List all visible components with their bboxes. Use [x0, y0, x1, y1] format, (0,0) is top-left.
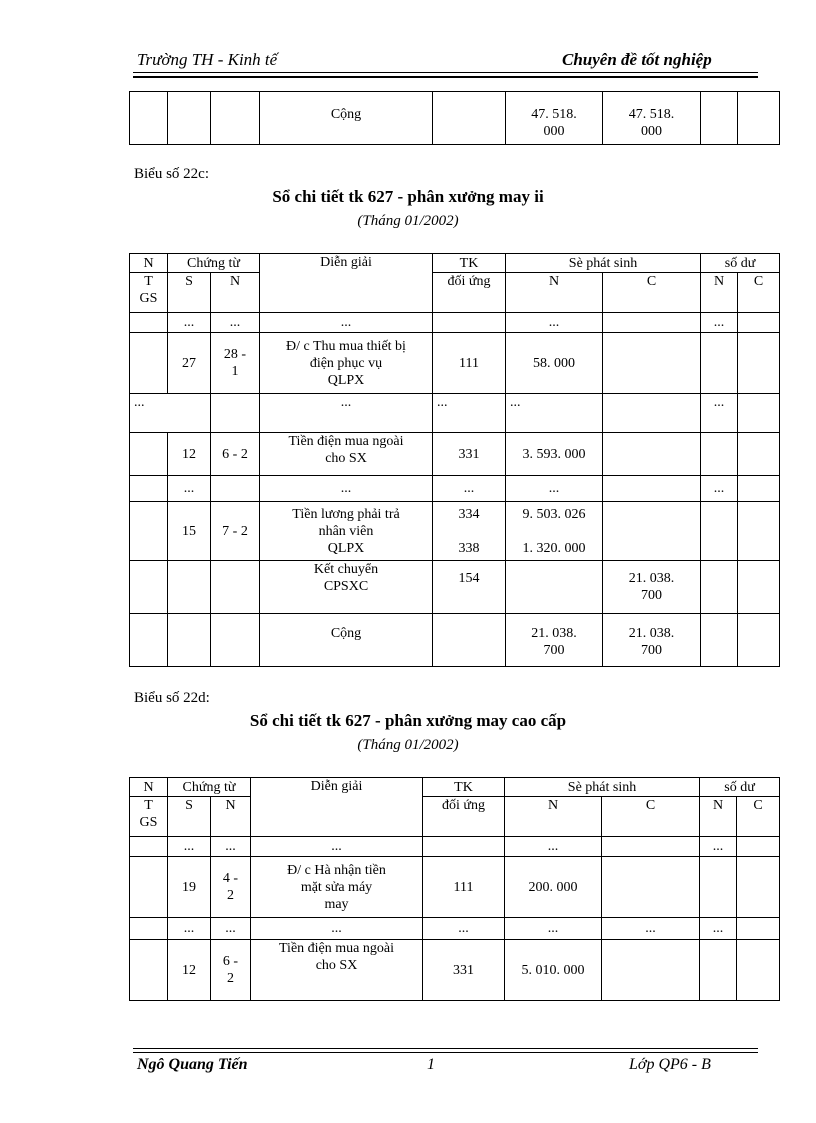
section-subtitle-22d: (Tháng 01/2002)	[357, 737, 459, 753]
section-label-22c: Biểu số 22c:	[134, 166, 209, 182]
col-ps-c: C	[603, 273, 701, 313]
table-row: ... ... ... ... ...	[130, 476, 780, 502]
ledger-table-22c	[129, 253, 780, 667]
table-header-row	[130, 273, 780, 313]
table-row: 15 7 - 2 Tiền lương phải trả nhân viên QLPX 334 338 9. 503. 026 1. 320. 000	[130, 502, 780, 561]
col-dien-giai: Diễn giải	[251, 778, 423, 837]
table-header-row	[130, 254, 780, 273]
col-ps-n: N	[505, 797, 602, 837]
col-chung-tu: Chứng từ	[168, 254, 260, 273]
col-s: S	[168, 797, 211, 837]
total-label: Cộng	[260, 92, 433, 145]
section-label-22d: Biểu số 22d:	[134, 690, 210, 706]
col-tk: TK	[433, 254, 506, 273]
col-du-n: N	[701, 273, 738, 313]
col-s: S	[168, 273, 211, 313]
table-row	[130, 92, 780, 145]
total-credit: 47. 518. 000	[603, 92, 701, 145]
col-ntgs-cont: T GS	[130, 797, 168, 837]
section-title-22c: Sổ chi tiết tk 627 - phân xưởng may ii	[272, 187, 544, 206]
section-title-22d: Sổ chi tiết tk 627 - phân xưởng may cao cấp	[249, 711, 567, 730]
col-so-du: số dư	[701, 254, 780, 273]
table-row: 12 6 - 2 Tiền điện mua ngoài cho SX 331 3. 593. 000	[130, 433, 780, 476]
col-chung-tu: Chứng từ	[168, 778, 251, 797]
table-row: 19 4 - 2 Đ/ c Hà nhận tiền mặt sửa máy may 111 200. 000	[130, 857, 780, 918]
footer-page-number: 1	[427, 1056, 435, 1073]
col-tk-doi-ung: đối ứng	[423, 797, 505, 837]
col-phat-sinh: Sè phát sinh	[505, 778, 700, 797]
table-row: Cộng 21. 038. 700 21. 038. 700	[130, 614, 780, 667]
table-row: ... ... ... ... ...	[130, 313, 780, 333]
table-row: ... ... ... ... ...	[130, 394, 780, 433]
table-previous-total	[129, 91, 780, 145]
table-header-row	[130, 797, 780, 837]
footer-class: Lớp QP6 - B	[629, 1056, 711, 1073]
col-tk: TK	[423, 778, 505, 797]
col-du-n: N	[700, 797, 737, 837]
col-ps-c: C	[602, 797, 700, 837]
col-ps-n: N	[506, 273, 603, 313]
table-row: ... ... ... ... ...	[130, 837, 780, 857]
header-rule-thick	[133, 76, 758, 78]
col-ntgs-cont: T GS	[130, 273, 168, 313]
header-rule	[133, 72, 758, 73]
table-row: 12 6 - 2 Tiền điện mua ngoài cho SX 331 5. 010. 000	[130, 940, 780, 1001]
col-du-c: C	[738, 273, 780, 313]
table-row: Kết chuyển CPSXC 154 21. 038. 700	[130, 561, 780, 614]
col-phat-sinh: Sè phát sinh	[506, 254, 701, 273]
col-n: N	[211, 797, 251, 837]
col-ntgs: N	[130, 254, 168, 273]
col-tk-doi-ung: đối ứng	[433, 273, 506, 313]
col-n: N	[211, 273, 260, 313]
col-ntgs: N	[130, 778, 168, 797]
section-subtitle-22c: (Tháng 01/2002)	[357, 213, 459, 229]
col-so-du: số dư	[700, 778, 780, 797]
header-doc-title: Chuyên đề tốt nghiệp	[562, 50, 712, 69]
col-dien-giai: Diễn giải	[260, 254, 433, 313]
header-school: Trường TH - Kinh tế	[137, 50, 278, 69]
table-header-row	[130, 778, 780, 797]
col-du-c: C	[737, 797, 780, 837]
footer-rule	[133, 1048, 758, 1049]
footer-rule-2	[133, 1052, 758, 1053]
table-row: 27 28 - 1 Đ/ c Thu mua thiết bị điện phục vụ QLPX 111 58. 000	[130, 333, 780, 394]
total-debit: 47. 518. 000	[506, 92, 603, 145]
table-row: ... ... ... ... ... ... ...	[130, 918, 780, 940]
ledger-table-22d	[129, 777, 780, 1001]
footer-author: Ngô Quang Tiến	[137, 1056, 248, 1073]
